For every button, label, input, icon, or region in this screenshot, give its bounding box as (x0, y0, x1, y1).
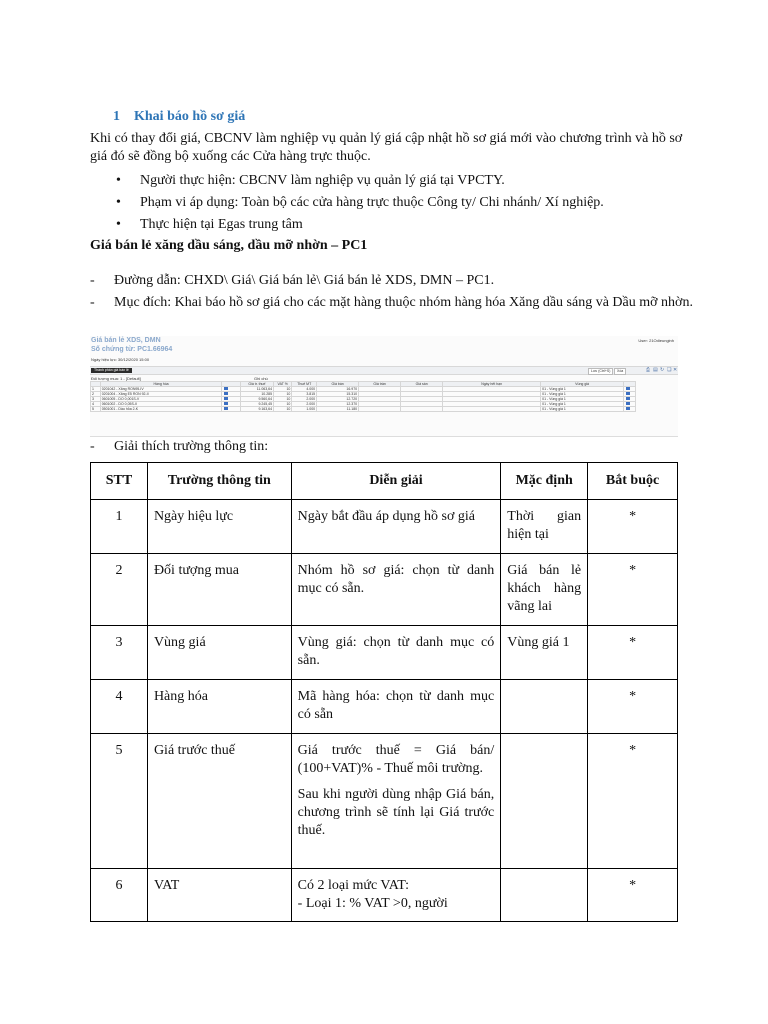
export-icon: ▤ (653, 367, 658, 373)
stt-cell: 4 (91, 680, 148, 734)
print-icon: ⎙ (646, 367, 651, 373)
grid-header: Vùng giá (541, 382, 624, 387)
screenshot-filter-note: Ghi chú (254, 376, 268, 381)
dropdown-icon (626, 402, 630, 405)
subheading: Giá bán lẻ xăng dầu sáng, dầu mỡ nhờn – PC1 (90, 238, 368, 253)
grid-cell: 12.370 (317, 402, 359, 407)
dash-list (90, 272, 694, 316)
grid-cell: 01 - Vùng giá 1 (541, 392, 624, 397)
field-cell: Vùng giá (147, 626, 291, 680)
screenshot-doc-no: Số chứng từ: PC1.66964 (91, 346, 173, 353)
copy-icon: ❏ (667, 367, 672, 373)
table-header: Mặc định (501, 463, 588, 500)
grid-header: Giá bán (317, 382, 359, 387)
dash-item-purpose: - Mục đích: Khai báo hồ sơ giá cho các mặt hàng thuộc nhóm hàng hóa Xăng dầu sáng và Dầu mỡ nhờn. (90, 294, 694, 312)
grid-cell: 01 - Vùng giá 1 (541, 397, 624, 402)
desc-cell (291, 626, 501, 680)
desc-cell (291, 734, 501, 869)
desc-cell (291, 869, 501, 922)
grid-cell: 0601005 - DO 0,001S-V (100, 397, 222, 402)
dropdown-icon (224, 402, 228, 405)
stt-cell: 5 (91, 734, 148, 869)
table-header: Trường thông tin (147, 463, 291, 500)
grid-cell: 11.180 (317, 407, 359, 412)
table-header: STT (91, 463, 148, 500)
screenshot-title: Giá bán lẻ XDS, DMN (91, 337, 161, 344)
required-cell: * (588, 869, 678, 922)
grid-cell (359, 407, 401, 412)
field-info-table (90, 462, 678, 922)
grid-cell: 10 (274, 407, 292, 412)
grid-cell: 4.000 (292, 387, 317, 392)
grid-cell: 10 (274, 397, 292, 402)
dash-item-path: - Đường dẫn: CHXD\ Giá\ Giá bán lẻ\ Giá bán lẻ XDS, DMN – PC1. (90, 272, 694, 290)
field-cell: Hàng hóa (147, 680, 291, 734)
desc-text: Nhóm hồ sơ giá: chọn từ danh mục có sẵn. (297, 563, 495, 596)
required-cell: * (588, 626, 678, 680)
screenshot-tab: Thành phần giá bán lẻ (91, 368, 132, 373)
dropdown-icon (626, 392, 630, 395)
refresh-icon: ↻ (660, 367, 665, 373)
grid-cell: 1 (91, 387, 101, 392)
default-cell: Vùng giá 1 (501, 626, 588, 680)
desc-text: Ngày bắt đầu áp dụng hồ sơ giá (297, 509, 475, 524)
table-header: Diễn giải (291, 463, 501, 500)
grid-cell: 3.815 (292, 392, 317, 397)
grid-cell: 9.560,64 (240, 397, 273, 402)
stt-cell: 1 (91, 500, 148, 554)
screenshot-user: User: 21Odieunginh (638, 338, 674, 343)
bullet-item: • Người thực hiện: CBCNV làm nghiệp vụ quản lý giá tại VPCTY. (114, 172, 604, 190)
field-cell: VAT (147, 869, 291, 922)
desc-text: - Loại 1: % VAT >0, người (297, 896, 448, 911)
field-cell: Ngày hiệu lực (147, 500, 291, 554)
grid-header: Hàng hóa (100, 382, 222, 387)
desc-text: Mã hàng hóa: chọn từ danh mục có sẵn (297, 689, 495, 722)
dropdown-icon (224, 387, 228, 390)
desc-text: Giá trước thuế = Giá bán/ (100+VAT)% - Thuế môi trường. (297, 743, 495, 776)
embedded-screenshot (90, 336, 678, 437)
field-cell: Đối tượng mua (147, 554, 291, 626)
table-row (91, 500, 678, 554)
screenshot-save-button: Lưu (Ctrl+S) (588, 368, 613, 375)
dropdown-icon (224, 392, 228, 395)
intro-paragraph: Khi có thay đổi giá, CBCNV làm nghiệp vụ quản lý giá cập nhật hồ sơ giá mới vào chương trình và hồ sơ giá đó sẽ đồng bộ xuống các Cửa hàng trực thuộc. (90, 131, 683, 164)
default-cell (501, 869, 588, 922)
grid-cell: 2.000 (292, 402, 317, 407)
screenshot-grid-row (91, 407, 636, 412)
grid-header: Giá tr. thuế (240, 382, 273, 387)
grid-cell: 1.000 (292, 407, 317, 412)
stt-cell: 3 (91, 626, 148, 680)
dropdown-icon (224, 397, 228, 400)
default-cell: Giá bán lẻ khách hàng vãng lai (501, 554, 588, 626)
screenshot-grid (90, 381, 636, 412)
desc-cell (291, 554, 501, 626)
grid-cell: 15.310 (317, 392, 359, 397)
grid-header: Giá sàn (401, 382, 443, 387)
grid-header: Thuế MT (292, 382, 317, 387)
section-heading (113, 109, 245, 125)
desc-cell (291, 680, 501, 734)
grid-header: Giá trần (359, 382, 401, 387)
grid-cell: 01 - Vùng giá 1 (541, 407, 624, 412)
grid-cell (401, 407, 443, 412)
grid-cell: 10 (274, 392, 292, 397)
screenshot-toolbar (90, 366, 678, 375)
screenshot-effective-date: Ngày hiệu lực: 30/12/2020 15:00 (91, 357, 150, 362)
grid-cell: 5 (91, 407, 101, 412)
grid-cell: 9.245,45 (240, 402, 273, 407)
grid-cell: 0201042 - Xăng RON95-IV (100, 387, 222, 392)
grid-cell: 2.000 (292, 397, 317, 402)
required-cell: * (588, 680, 678, 734)
grid-cell: 0201004 - Xăng E5 RON 92-II (100, 392, 222, 397)
stt-cell: 2 (91, 554, 148, 626)
table-row (91, 626, 678, 680)
grid-cell: 12.720 (317, 397, 359, 402)
grid-cell: 16.970 (317, 387, 359, 392)
stt-cell: 6 (91, 869, 148, 922)
default-cell (501, 680, 588, 734)
field-cell: Giá trước thuế (147, 734, 291, 869)
grid-cell: 11.063,64 (240, 387, 273, 392)
dropdown-icon (626, 407, 630, 410)
grid-cell: 10 (274, 387, 292, 392)
table-row (91, 554, 678, 626)
grid-cell: 4 (91, 402, 101, 407)
default-cell: Thời gian hiện tại (501, 500, 588, 554)
grid-cell: 10 (274, 402, 292, 407)
grid-cell: 9.163,64 (240, 407, 273, 412)
screenshot-cancel-button: Xóa (614, 368, 626, 375)
desc-cell (291, 500, 501, 554)
grid-cell: 10.285 (240, 392, 273, 397)
section-number: 1 (113, 109, 120, 124)
required-cell: * (588, 500, 678, 554)
table-row (91, 869, 678, 922)
grid-cell: 0501001 - Dầu hỏa 2-K (100, 407, 222, 412)
grid-header: VAT % (274, 382, 292, 387)
bullet-item: • Thực hiện tại Egas trung tâm (114, 216, 604, 234)
grid-cell (222, 407, 240, 412)
grid-cell: 2 (91, 392, 101, 397)
default-cell (501, 734, 588, 869)
bullet-list (114, 172, 604, 238)
required-cell: * (588, 734, 678, 869)
grid-cell: 01 - Vùng giá 1 (541, 387, 624, 392)
bullet-item: • Phạm vi áp dụng: Toàn bộ các cửa hàng trực thuộc Công ty/ Chi nhánh/ Xí nghiệp. (114, 194, 604, 212)
table-row (91, 680, 678, 734)
grid-cell: 01 - Vùng giá 1 (541, 402, 624, 407)
table-header: Bắt buộc (588, 463, 678, 500)
dash-item-explain: - Giải thích trường thông tin: (90, 439, 269, 454)
dropdown-icon (224, 407, 228, 410)
table-header-row (91, 463, 678, 500)
grid-header: Ngày hết hạn (443, 382, 541, 387)
grid-cell: 0601002 - DO 0,05S-II (100, 402, 222, 407)
required-cell: * (588, 554, 678, 626)
close-icon: ✕ (673, 367, 678, 373)
desc-text: Sau khi người dùng nhập Giá bán, chương trình sẽ tính lại Giá trước thuế. (297, 787, 495, 838)
dash-explain-text: Giải thích trường thông tin: (114, 439, 269, 454)
dropdown-icon (626, 387, 630, 390)
dropdown-icon (626, 397, 630, 400)
desc-text: Vùng giá: chọn từ danh mục có sẵn. (297, 635, 495, 668)
grid-cell (624, 407, 636, 412)
desc-text: Có 2 loại mức VAT: (297, 878, 410, 893)
table-row (91, 734, 678, 869)
grid-cell (443, 407, 541, 412)
section-title: Khai báo hồ sơ giá (134, 109, 246, 124)
screenshot-filter: Đối tượng mua: 1 - [Default] (91, 376, 141, 381)
grid-cell: 3 (91, 397, 101, 402)
